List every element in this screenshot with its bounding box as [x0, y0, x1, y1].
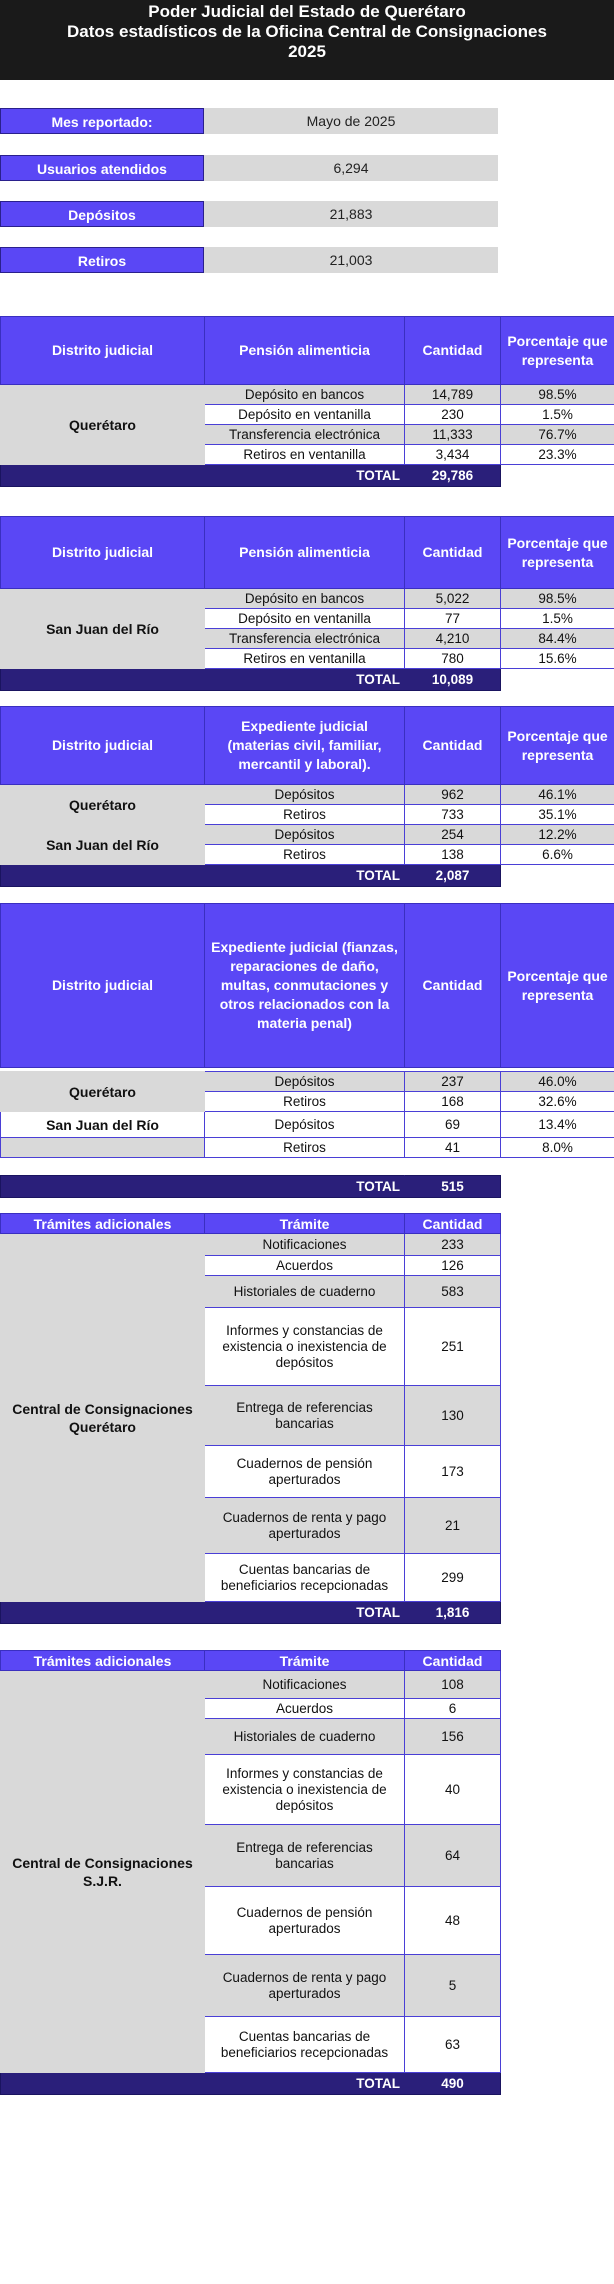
- procedure-cell: Cuentas bancarias de beneficiarios recepcionadas: [205, 1554, 405, 1602]
- percentage-cell: 98.5%: [501, 589, 614, 609]
- quantity-cell: 77: [405, 609, 501, 629]
- procedure-cell: Cuadernos de renta y pago aperturados: [205, 1955, 405, 2017]
- quantity-cell: 14,789: [405, 385, 501, 405]
- quantity-cell: 138: [405, 845, 501, 865]
- percentage-cell: 32.6%: [501, 1092, 614, 1112]
- summary-deposits: [0, 201, 498, 227]
- quantity-cell: 48: [405, 1887, 501, 1955]
- concept-cell: Retiros: [205, 805, 405, 825]
- procedure-cell: Historiales de cuaderno: [205, 1276, 405, 1308]
- district-cell: Querétaro: [1, 785, 205, 825]
- total-label: TOTAL: [1, 2073, 405, 2095]
- percentage-cell: 1.5%: [501, 405, 614, 425]
- percentage-cell: 8.0%: [501, 1138, 614, 1158]
- quantity-cell: 130: [405, 1386, 501, 1446]
- total-value: 29,786: [405, 465, 501, 487]
- quantity-cell: 299: [405, 1554, 501, 1602]
- quantity-cell: 4,210: [405, 629, 501, 649]
- quantity-cell: 237: [405, 1072, 501, 1092]
- col-header-quantity: Cantidad: [405, 1651, 501, 1671]
- col-header-concept: Expediente judicial (materias civil, familiar, mercantil y laboral).: [205, 707, 405, 785]
- concept-cell: Retiros: [205, 1092, 405, 1112]
- procedure-cell: Cuadernos de pensión aperturados: [205, 1446, 405, 1498]
- procedure-cell: Informes y constancias de existencia o inexistencia de depósitos: [205, 1308, 405, 1386]
- col-header-procedure: Trámite: [205, 1651, 405, 1671]
- quantity-cell: 21: [405, 1498, 501, 1554]
- percentage-cell: 1.5%: [501, 609, 614, 629]
- procedure-cell: Entrega de referencias bancarias: [205, 1386, 405, 1446]
- quantity-cell: 40: [405, 1755, 501, 1825]
- col-header-percentage: Porcentaje que representa: [501, 317, 614, 385]
- total-value: 515: [405, 1176, 501, 1198]
- concept-cell: Depósitos: [205, 1072, 405, 1092]
- concept-cell: Transferencia electrónica: [205, 425, 405, 445]
- quantity-cell: 156: [405, 1719, 501, 1755]
- total-value: 1,816: [405, 1602, 501, 1624]
- total-label: TOTAL: [1, 1602, 405, 1624]
- quantity-cell: 173: [405, 1446, 501, 1498]
- quantity-cell: 733: [405, 805, 501, 825]
- total-value: 2,087: [405, 865, 501, 887]
- concept-cell: Depósito en ventanilla: [205, 405, 405, 425]
- col-header-percentage: Porcentaje que representa: [501, 904, 614, 1068]
- summary-label: Depósitos: [0, 201, 204, 227]
- percentage-cell: 23.3%: [501, 445, 614, 465]
- percentage-cell: 84.4%: [501, 629, 614, 649]
- quantity-cell: 3,434: [405, 445, 501, 465]
- concept-cell: Depósito en bancos: [205, 385, 405, 405]
- summary-label: Mes reportado:: [0, 108, 204, 134]
- col-header-district: Distrito judicial: [1, 317, 205, 385]
- procedure-cell: Cuentas bancarias de beneficiarios recepcionadas: [205, 2017, 405, 2073]
- group-cell: Central de Consignaciones Querétaro: [1, 1234, 205, 1602]
- summary-value: 6,294: [204, 155, 498, 181]
- procedure-cell: Historiales de cuaderno: [205, 1719, 405, 1755]
- col-header-quantity: Cantidad: [405, 707, 501, 785]
- percentage-cell: 12.2%: [501, 825, 614, 845]
- total-label: TOTAL: [1, 669, 405, 691]
- concept-cell: Retiros: [205, 845, 405, 865]
- col-header-concept: Pensión alimenticia: [205, 517, 405, 589]
- procedure-cell: Notificaciones: [205, 1671, 405, 1699]
- col-header-concept: Pensión alimenticia: [205, 317, 405, 385]
- summary-label: Usuarios atendidos: [0, 155, 204, 181]
- procedure-cell: Cuadernos de pensión aperturados: [205, 1887, 405, 1955]
- procedure-cell: Informes y constancias de existencia o inexistencia de depósitos: [205, 1755, 405, 1825]
- concept-cell: Transferencia electrónica: [205, 629, 405, 649]
- report-title: Poder Judicial del Estado de Querétaro: [148, 2, 466, 21]
- procedure-cell: Cuadernos de renta y pago aperturados: [205, 1498, 405, 1554]
- summary-withdrawals: [0, 247, 498, 273]
- pension-queretaro-table: [0, 316, 614, 487]
- total-value: 490: [405, 2073, 501, 2095]
- concept-cell: Depósito en ventanilla: [205, 609, 405, 629]
- quantity-cell: 5: [405, 1955, 501, 2017]
- summary-value: Mayo de 2025: [204, 108, 498, 134]
- procedure-cell: Notificaciones: [205, 1234, 405, 1256]
- percentage-cell: 46.0%: [501, 1072, 614, 1092]
- concept-cell: Depósito en bancos: [205, 589, 405, 609]
- tramites-queretaro-table: [0, 1213, 501, 1624]
- percentage-cell: 6.6%: [501, 845, 614, 865]
- district-cell: San Juan del Río: [1, 825, 205, 865]
- col-header-percentage: Porcentaje que representa: [501, 517, 614, 589]
- quantity-cell: 5,022: [405, 589, 501, 609]
- percentage-cell: 13.4%: [501, 1112, 614, 1138]
- percentage-cell: 98.5%: [501, 385, 614, 405]
- summary-users: [0, 155, 498, 181]
- quantity-cell: 11,333: [405, 425, 501, 445]
- total-label: TOTAL: [1, 465, 405, 487]
- percentage-cell: 46.1%: [501, 785, 614, 805]
- procedure-cell: Acuerdos: [205, 1256, 405, 1276]
- col-header-quantity: Cantidad: [405, 317, 501, 385]
- quantity-cell: 251: [405, 1308, 501, 1386]
- concept-cell: Retiros en ventanilla: [205, 445, 405, 465]
- concept-cell: Retiros en ventanilla: [205, 649, 405, 669]
- district-cell: Querétaro: [1, 1072, 205, 1112]
- summary-month: [0, 108, 498, 134]
- quantity-cell: 780: [405, 649, 501, 669]
- col-header-quantity: Cantidad: [405, 904, 501, 1068]
- concept-cell: Depósitos: [205, 785, 405, 805]
- quantity-cell: 230: [405, 405, 501, 425]
- tramites-sjr-table: [0, 1650, 501, 2095]
- concept-cell: Depósitos: [205, 1112, 405, 1138]
- quantity-cell: 254: [405, 825, 501, 845]
- col-header-percentage: Porcentaje que representa: [501, 707, 614, 785]
- total-value: 10,089: [405, 669, 501, 691]
- expediente-penal-table: [0, 903, 614, 1198]
- report-subtitle: Datos estadísticos de la Oficina Central de Consignaciones: [67, 22, 547, 41]
- group-cell: Central de Consignaciones S.J.R.: [1, 1671, 205, 2073]
- percentage-cell: 35.1%: [501, 805, 614, 825]
- summary-value: 21,883: [204, 201, 498, 227]
- summary-label: Retiros: [0, 247, 204, 273]
- procedure-cell: Acuerdos: [205, 1699, 405, 1719]
- quantity-cell: 41: [405, 1138, 501, 1158]
- report-header: [0, 0, 614, 80]
- percentage-cell: 15.6%: [501, 649, 614, 669]
- percentage-cell: 76.7%: [501, 425, 614, 445]
- report-year: 2025: [288, 42, 326, 61]
- district-cell: San Juan del Río: [1, 1112, 205, 1138]
- col-header-concept: Expediente judicial (fianzas, reparaciones de daño, multas, conmutaciones y otros relacionados con la materia penal): [205, 904, 405, 1068]
- quantity-cell: 233: [405, 1234, 501, 1256]
- col-header-district: Distrito judicial: [1, 904, 205, 1068]
- summary-value: 21,003: [204, 247, 498, 273]
- total-label: TOTAL: [1, 1176, 405, 1198]
- concept-cell: Depósitos: [205, 825, 405, 845]
- expediente-civil-table: [0, 706, 614, 887]
- col-header-group: Trámites adicionales: [1, 1651, 205, 1671]
- quantity-cell: 69: [405, 1112, 501, 1138]
- quantity-cell: 583: [405, 1276, 501, 1308]
- quantity-cell: 962: [405, 785, 501, 805]
- col-header-district: Distrito judicial: [1, 707, 205, 785]
- procedure-cell: Entrega de referencias bancarias: [205, 1825, 405, 1887]
- quantity-cell: 126: [405, 1256, 501, 1276]
- quantity-cell: 108: [405, 1671, 501, 1699]
- pension-sjr-table: [0, 516, 614, 691]
- quantity-cell: 168: [405, 1092, 501, 1112]
- total-label: TOTAL: [1, 865, 405, 887]
- col-header-quantity: Cantidad: [405, 517, 501, 589]
- col-header-quantity: Cantidad: [405, 1214, 501, 1234]
- quantity-cell: 64: [405, 1825, 501, 1887]
- district-cell: San Juan del Río: [1, 589, 205, 669]
- concept-cell: Retiros: [205, 1138, 405, 1158]
- district-cell: Querétaro: [1, 385, 205, 465]
- col-header-district: Distrito judicial: [1, 517, 205, 589]
- col-header-group: Trámites adicionales: [1, 1214, 205, 1234]
- quantity-cell: 63: [405, 2017, 501, 2073]
- col-header-procedure: Trámite: [205, 1214, 405, 1234]
- quantity-cell: 6: [405, 1699, 501, 1719]
